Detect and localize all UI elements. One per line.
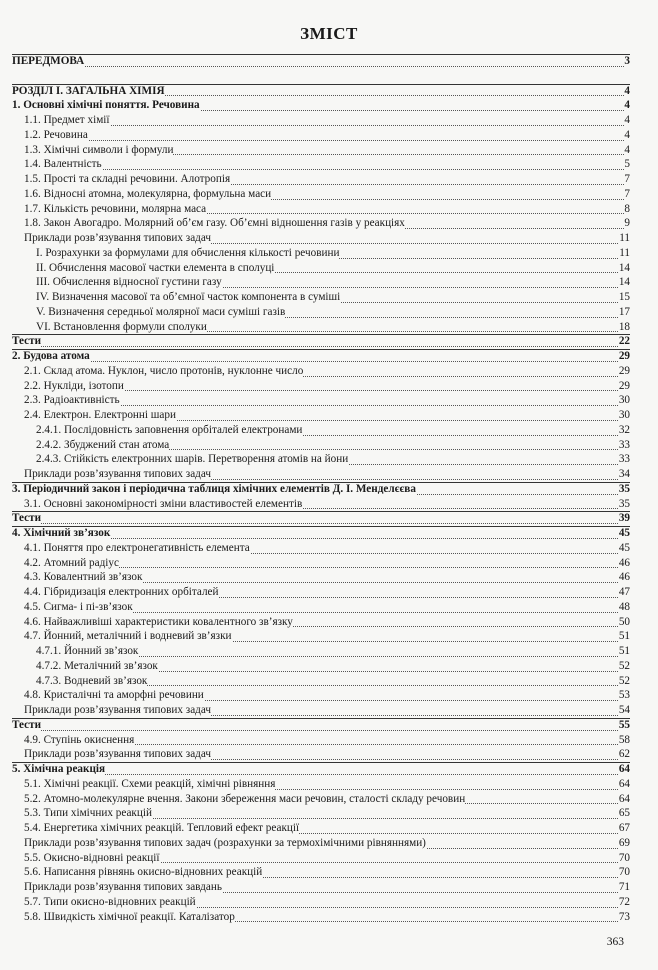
toc-entry-title: 4.8. Кристалічні та аморфні речовини [24, 689, 204, 702]
toc-entry-title: III. Обчислення відносної густини газу [36, 276, 222, 289]
toc-entry[interactable] [0, 644, 658, 659]
toc-entry[interactable] [0, 585, 658, 600]
toc-entry[interactable] [0, 452, 658, 467]
toc-entry-title: 1.2. Речовина [24, 128, 88, 141]
toc-entry[interactable] [0, 349, 658, 364]
toc-entry[interactable] [0, 157, 658, 172]
toc-entry[interactable] [0, 526, 658, 541]
toc-entry-title: 2.1. Склад атома. Нуклон, число протонів, нуклонне число [24, 364, 304, 377]
toc-entry-page: 14 [618, 276, 630, 289]
section-rule [12, 334, 630, 335]
toc-entry-page: 58 [618, 733, 630, 746]
toc-entry-page: 4 [624, 99, 630, 112]
toc-entry-page: 64 [618, 777, 630, 790]
toc-entry-page: 35 [618, 482, 630, 495]
page-title: ЗМІСТ [300, 24, 358, 43]
toc-leader-dots [12, 66, 630, 67]
toc-entry-page: 65 [618, 807, 630, 820]
toc-entry-page: 46 [618, 571, 630, 584]
toc-entry-title: 1.4. Валентність [24, 158, 102, 171]
toc-entry-title: 3.1. Основні закономірності зміни властивостей елементів [24, 497, 303, 510]
toc-entry[interactable] [0, 334, 658, 349]
toc-entry-title: Приклади розв’язування типових задач [24, 232, 212, 244]
toc-entry-title: 4.7.2. Металічний зв’язок [36, 659, 158, 672]
toc-entry[interactable] [0, 187, 658, 202]
toc-entry[interactable] [0, 851, 658, 866]
toc-entry-page: 5 [624, 158, 630, 171]
toc-entry-page: 4 [624, 128, 630, 141]
toc-entry[interactable] [0, 423, 658, 438]
toc-entry-title: 5.1. Хімічні реакції. Схеми реакцій, хімічні рівняння [24, 777, 276, 790]
toc-entry-page: 9 [624, 217, 630, 230]
toc-entry-page: 52 [618, 659, 630, 672]
toc-entry-page: 55 [618, 718, 630, 731]
toc-entry-page: 22 [618, 335, 630, 348]
toc-entry-page: 11 [619, 246, 630, 259]
toc-entry-page: 4 [624, 84, 630, 97]
toc-entry[interactable] [0, 806, 658, 821]
toc-entry-title: 5.3. Типи хімічних реакцій [24, 807, 152, 820]
page-number: 363 [606, 936, 624, 948]
toc-entry-title: 4.9. Ступінь окиснення [24, 733, 135, 746]
toc-entry-page: 17 [618, 305, 630, 318]
toc-entry[interactable] [0, 777, 658, 792]
toc-entry-page: 29 [618, 379, 630, 392]
toc-entry-title: Приклади розв’язування типових завдань [24, 881, 222, 893]
toc-entry[interactable] [0, 910, 658, 925]
toc-leader-dots [24, 125, 630, 126]
toc-entry-page: 64 [618, 792, 630, 805]
toc-entry[interactable] [0, 718, 658, 733]
toc-entry[interactable] [0, 438, 658, 453]
toc-entry[interactable] [0, 600, 658, 615]
toc-entry-page: 4 [624, 114, 630, 126]
toc-entry[interactable] [0, 482, 658, 497]
toc-entry-title: 4.5. Сигма- і пі-зв’язок [24, 600, 133, 613]
toc-entry-page: 7 [624, 187, 630, 200]
toc-entry[interactable] [0, 275, 658, 290]
section-rule [12, 482, 630, 483]
toc-entry-page: 11 [619, 232, 630, 244]
toc-entry[interactable] [0, 54, 658, 69]
toc-entry-page: 67 [618, 822, 630, 834]
toc-entry-title: IV. Визначення масової та об’ємної часток компонента в суміші [36, 291, 341, 303]
toc-entry-page: 64 [618, 763, 630, 775]
toc-entry[interactable] [0, 231, 658, 246]
toc-entry[interactable] [0, 113, 658, 128]
toc-entry-title: 5.6. Написання рівнянь окисно-відновних реакцій [24, 866, 263, 879]
toc-entry-title: 5. Хімічна реакція [12, 763, 106, 775]
toc-entry-page: 33 [618, 438, 630, 451]
toc-leader-dots [24, 169, 630, 170]
toc-entry[interactable] [0, 290, 658, 305]
toc-entry-page: 4 [624, 143, 630, 156]
toc-entry[interactable] [0, 305, 658, 320]
toc-entry-page: 32 [618, 423, 630, 436]
toc-entry-title: 2.3. Радіоактивність [24, 394, 120, 407]
toc-entry-title: 2.2. Нукліди, ізотопи [24, 379, 124, 392]
toc-entry[interactable] [0, 216, 658, 231]
toc-entry-title: 2.4.1. Послідовність заповнення орбіталей електронами [36, 423, 303, 436]
toc-entry-title: 1.6. Відносні атомна, молекулярна, формульна маси [24, 187, 272, 200]
toc-entry-title: 4.2. Атомний радіус [24, 556, 119, 569]
toc-entry[interactable] [0, 747, 658, 762]
toc-entry-title: 4.3. Ковалентний зв’язок [24, 571, 143, 584]
toc-entry-title: V. Визначення середньої молярної маси суміші газів [36, 305, 286, 318]
toc-entry-title: 4. Хімічний зв’язок [12, 527, 111, 539]
toc-entry[interactable] [0, 880, 658, 895]
toc-entry-page: 30 [618, 409, 630, 421]
table-of-contents [0, 54, 658, 924]
toc-entry-title: 2.4.2. Збуджений стан атома [36, 438, 170, 451]
toc-entry-title: 1.3. Хімічні символи і формули [24, 143, 174, 156]
toc-entry-page: 47 [618, 586, 630, 598]
toc-entry-title: 4.1. Поняття про електронегативність елемента [24, 541, 250, 554]
toc-entry-title: 2.4.3. Стійкість електронних шарів. Перетворення атомів на йони [36, 453, 349, 466]
toc-entry-page: 62 [618, 748, 630, 761]
toc-entry-title: 5.7. Типи окисно-відновних реакцій [24, 895, 196, 908]
toc-entry[interactable] [0, 202, 658, 217]
toc-entry-title: 3. Періодичний закон і періодична таблиця хімічних елементів Д. І. Менделєєва [12, 482, 416, 495]
section-rule [12, 511, 630, 512]
section-rule [12, 54, 630, 55]
toc-entry-title: Приклади розв’язування типових задач (розрахунки за термохімічними рівняннями) [24, 836, 426, 849]
toc-entry[interactable] [0, 128, 658, 143]
toc-entry-page: 45 [618, 541, 630, 554]
toc-entry-title: І. Розрахунки за формулами для обчислення кількості речовини [36, 246, 340, 259]
section-rule [12, 526, 630, 527]
toc-entry-page: 50 [618, 615, 630, 628]
toc-entry-title: Тести [12, 335, 42, 348]
toc-entry[interactable] [0, 762, 658, 777]
toc-leader-dots [12, 346, 630, 347]
toc-entry-page: 70 [618, 866, 630, 879]
toc-entry[interactable] [0, 703, 658, 718]
section-rule [12, 349, 630, 350]
toc-entry-page: 52 [618, 674, 630, 687]
toc-entry[interactable] [0, 511, 658, 526]
toc-leader-dots [12, 523, 630, 524]
toc-entry-title: Тести [12, 718, 42, 731]
toc-entry-title: 5.4. Енергетика хімічних реакцій. Тепловий ефект реакції [24, 822, 300, 834]
toc-entry-title: 5.8. Швидкість хімічної реакції. Каталізатор [24, 910, 235, 923]
toc-entry-page: 33 [618, 453, 630, 466]
toc-entry[interactable] [0, 172, 658, 187]
toc-entry[interactable] [0, 143, 658, 158]
toc-entry-title: VI. Встановлення формули сполуки [36, 320, 207, 333]
toc-entry[interactable] [0, 733, 658, 748]
toc-entry[interactable] [0, 541, 658, 556]
toc-entry-title: 2. Будова атома [12, 350, 90, 362]
toc-entry[interactable] [0, 261, 658, 276]
toc-entry[interactable] [0, 659, 658, 674]
toc-entry-page: 69 [618, 836, 630, 849]
toc-entry-page: 48 [618, 600, 630, 613]
toc-entry-title: Приклади розв’язування типових задач [24, 748, 212, 761]
toc-entry-title: 1.5. Прості та складні речовини. Алотропія [24, 173, 231, 185]
toc-entry-page: 29 [618, 350, 630, 362]
toc-entry-page: 7 [624, 173, 630, 185]
toc-entry[interactable] [0, 246, 658, 261]
toc-entry-title: 1.8. Закон Авогадро. Молярний об’єм газу. Об’ємні відношення газів у реакціях [24, 217, 405, 230]
toc-entry-page: 45 [618, 527, 630, 539]
toc-entry-page: 71 [618, 881, 630, 893]
toc-entry-title: II. Обчислення масової частки елемента в сполуці [36, 261, 275, 274]
toc-entry-page: 54 [618, 704, 630, 716]
toc-entry-page: 46 [618, 556, 630, 569]
toc-spacer [0, 69, 658, 84]
toc-entry-title: Тести [12, 512, 42, 525]
toc-entry[interactable] [0, 615, 658, 630]
toc-entry-page: 8 [624, 202, 630, 215]
toc-entry-title: 4.7. Йонний, металічний і водневий зв’язки [24, 630, 232, 643]
toc-entry-title: 4.7.1. Йонний зв’язок [36, 645, 139, 657]
toc-entry-page: 53 [618, 689, 630, 702]
section-rule [12, 84, 630, 85]
toc-entry[interactable] [0, 556, 658, 571]
toc-entry[interactable] [0, 497, 658, 512]
toc-entry-title: ПЕРЕДМОВА [12, 55, 85, 67]
toc-entry-page: 51 [618, 645, 630, 657]
toc-entry[interactable] [0, 379, 658, 394]
toc-entry[interactable] [0, 865, 658, 880]
toc-entry[interactable] [0, 792, 658, 807]
toc-entry-title: 5.2. Атомно-молекулярне вчення. Закони збереження маси речовин, сталості складу речовин [24, 792, 466, 805]
toc-entry-page: 29 [618, 364, 630, 377]
toc-entry-page: 51 [618, 630, 630, 643]
toc-entry-page: 14 [618, 261, 630, 274]
toc-entry[interactable] [0, 84, 658, 99]
toc-entry[interactable] [0, 836, 658, 851]
toc-entry-title: 4.4. Гібридизація електронних орбіталей [24, 586, 219, 598]
toc-leader-dots [24, 140, 630, 141]
toc-entry[interactable] [0, 98, 658, 113]
section-rule [12, 718, 630, 719]
toc-entry-title: РОЗДІЛ І. ЗАГАЛЬНА ХІМІЯ [12, 84, 165, 97]
toc-entry[interactable] [0, 364, 658, 379]
toc-entry-title: Приклади розв’язування типових задач [24, 468, 212, 480]
toc-entry-page: 70 [618, 851, 630, 864]
toc-entry[interactable] [0, 467, 658, 482]
toc-entry-page: 3 [624, 55, 630, 67]
toc-entry[interactable] [0, 895, 658, 910]
toc-entry-page: 72 [618, 895, 630, 908]
toc-entry-page: 18 [618, 320, 630, 333]
toc-entry-title: Приклади розв’язування типових задач [24, 704, 212, 716]
toc-entry-page: 73 [618, 910, 630, 923]
toc-leader-dots [12, 361, 630, 362]
toc-entry-page: 15 [618, 291, 630, 303]
toc-entry-title: 1. Основні хімічні поняття. Речовина [12, 99, 200, 112]
toc-entry-title: 4.6. Найважливіші характеристики ковалентного зв’язку [24, 615, 293, 628]
toc-entry[interactable] [0, 393, 658, 408]
toc-entry[interactable] [0, 408, 658, 423]
toc-entry[interactable] [0, 570, 658, 585]
toc-entry-title: 1.1. Предмет хімії [24, 114, 110, 126]
toc-entry-title: 1.7. Кількість речовини, молярна маса [24, 202, 207, 215]
toc-entry[interactable] [0, 320, 658, 335]
toc-entry[interactable] [0, 821, 658, 836]
toc-entry[interactable] [0, 688, 658, 703]
toc-entry[interactable] [0, 629, 658, 644]
toc-entry[interactable] [0, 674, 658, 689]
toc-entry-page: 34 [618, 468, 630, 480]
toc-entry-page: 30 [618, 394, 630, 407]
section-rule [12, 762, 630, 763]
toc-entry-title: 2.4. Електрон. Електронні шари [24, 409, 176, 421]
toc-entry-title: 5.5. Окисно-відновні реакції [24, 851, 160, 864]
toc-entry-title: 4.7.3. Водневий зв’язок [36, 674, 148, 687]
toc-entry-page: 35 [618, 497, 630, 510]
toc-leader-dots [12, 730, 630, 731]
toc-entry-page: 39 [618, 512, 630, 525]
